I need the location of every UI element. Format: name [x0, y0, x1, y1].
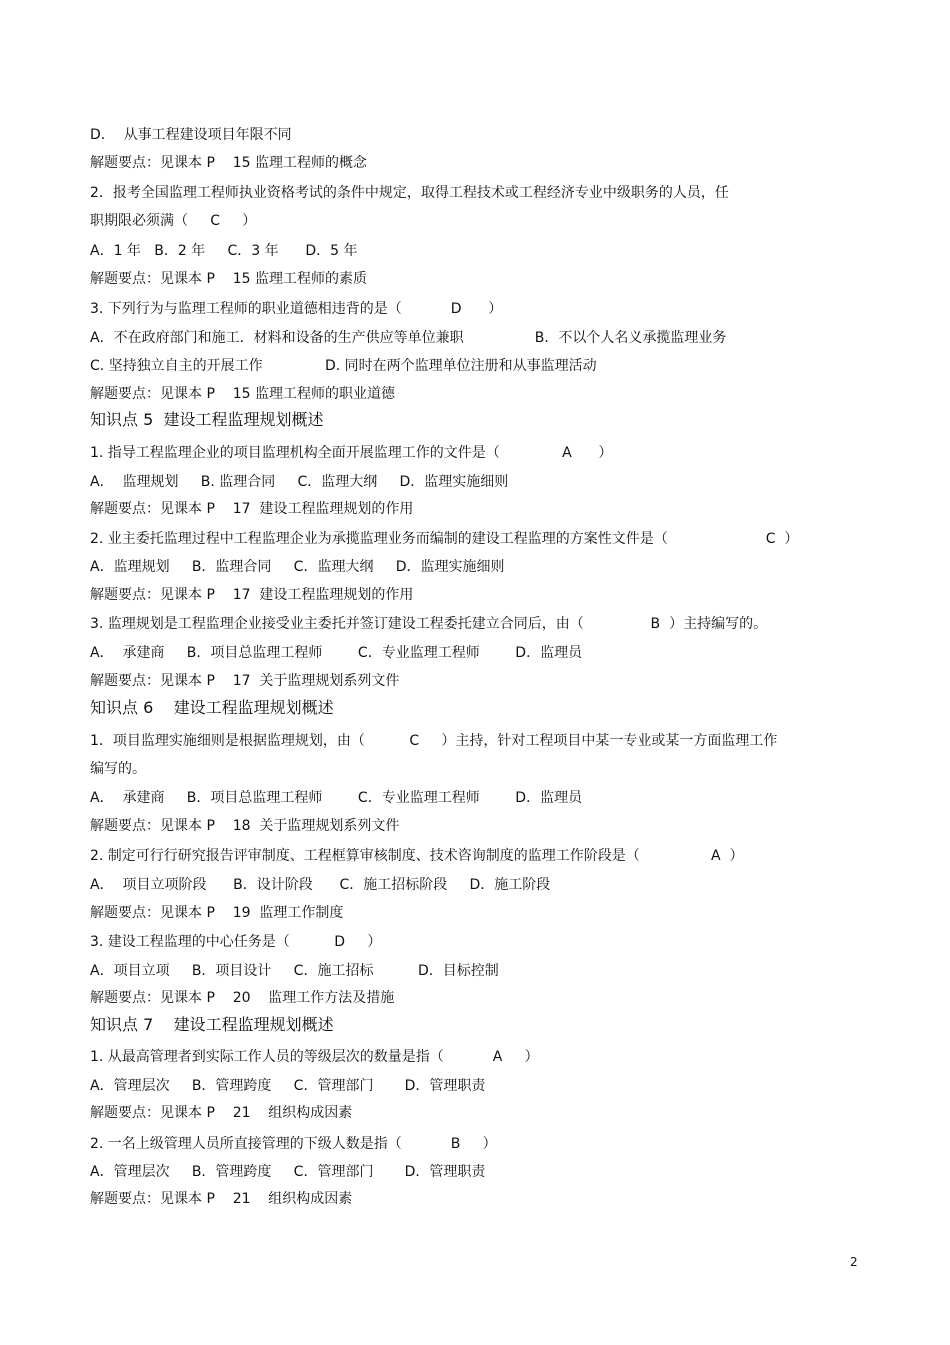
- question-text: 3. 下列行为与监理工程师的职业道德相违背的是（ D ）: [90, 301, 503, 317]
- page-number: 2: [850, 1255, 858, 1269]
- answer-options: A． 承建商 B．项目总监理工程师 C．专业监理工程师 D．监理员: [90, 645, 583, 661]
- solution-note: 解题要点：见课本 P 15 监理工程师的职业道德: [90, 386, 395, 402]
- answer-options: A．管理层次 B．管理跨度 C．管理部门 D．管理职责: [90, 1164, 486, 1180]
- solution-note: 解题要点：见课本 P 21 组织构成因素: [90, 1191, 353, 1207]
- question-text: 编写的。: [90, 761, 146, 777]
- answer-options: A．监理规划 B．监理合同 C．监理大纲 D．监理实施细则: [90, 559, 505, 575]
- question-text: 2. 制定可行行研究报告评审制度、工程框算审核制度、技术咨询制度的监理工作阶段是（ A ）: [90, 848, 744, 864]
- solution-note: 解题要点：见课本 P 21 组织构成因素: [90, 1105, 353, 1121]
- answer-options: A． 监理规划 B. 监理合同 C．监理大纲 D．监理实施细则: [90, 474, 509, 490]
- answer-options: A．管理层次 B．管理跨度 C．管理部门 D．管理职责: [90, 1078, 486, 1094]
- section-heading: 知识点 5 建设工程监理规划概述: [90, 410, 324, 429]
- solution-note: 解题要点：见课本 P 15 监理工程师的素质: [90, 271, 367, 287]
- question-text: 2. 业主委托监理过程中工程监理企业为承揽监理业务而编制的建设工程监理的方案性文件是（ C ）: [90, 531, 799, 547]
- question-text: 2. 一名上级管理人员所直接管理的下级人数是指（ B ）: [90, 1136, 497, 1152]
- question-text: 3. 建设工程监理的中心任务是（ D ）: [90, 934, 382, 950]
- question-text: 1. 从最高管理者到实际工作人员的等级层次的数量是指（ A ）: [90, 1049, 539, 1065]
- question-text: 2．报考全国监理工程师执业资格考试的条件中规定，取得工程技术或工程经济专业中级职务的人员，任: [90, 185, 729, 201]
- solution-note: 解题要点：见课本 P 17 关于监理规划系列文件: [90, 673, 400, 689]
- answer-options: A．不在政府部门和施工．材料和设备的生产供应等单位兼职 B．不以个人名义承揽监理业务: [90, 330, 727, 346]
- solution-note: 解题要点：见课本 P 17 建设工程监理规划的作用: [90, 501, 414, 517]
- section-heading: 知识点 6 建设工程监理规划概述: [90, 698, 334, 717]
- answer-options: A． 承建商 B．项目总监理工程师 C．专业监理工程师 D．监理员: [90, 790, 583, 806]
- answer-options: A．1 年 B．2 年 C．3 年 D．5 年: [90, 243, 358, 259]
- solution-note: 解题要点：见课本 P 20 监理工作方法及措施: [90, 990, 395, 1006]
- solution-note: 解题要点：见课本 P 17 建设工程监理规划的作用: [90, 587, 414, 603]
- question-text: 1．项目监理实施细则是根据监理规划，由（ C ）主持，针对工程项目中某一专业或某一方面监理工作: [90, 733, 778, 749]
- section-heading: 知识点 7 建设工程监理规划概述: [90, 1015, 334, 1034]
- question-text: 职期限必须满（ C ）: [90, 213, 257, 229]
- solution-note: 解题要点：见课本 P 18 关于监理规划系列文件: [90, 818, 400, 834]
- solution-note: 解题要点：见课本 P 15 监理工程师的概念: [90, 155, 367, 171]
- question-text: 1. 指导工程监理企业的项目监理机构全面开展监理工作的文件是（ A ）: [90, 445, 613, 461]
- answer-options: A． 项目立项阶段 B．设计阶段 C．施工招标阶段 D．施工阶段: [90, 877, 551, 893]
- question-text: 3. 监理规划是工程监理企业接受业主委托并签订建设工程委托建立合同后，由（ B ）主持编写的。: [90, 616, 768, 632]
- answer-options: D． 从事工程建设项目年限不同: [90, 127, 292, 143]
- solution-note: 解题要点：见课本 P 19 监理工作制度: [90, 905, 344, 921]
- answer-options: A．项目立项 B．项目设计 C．施工招标 D．目标控制: [90, 963, 499, 979]
- answer-options: C. 坚持独立自主的开展工作 D. 同时在两个监理单位注册和从事监理活动: [90, 358, 597, 374]
